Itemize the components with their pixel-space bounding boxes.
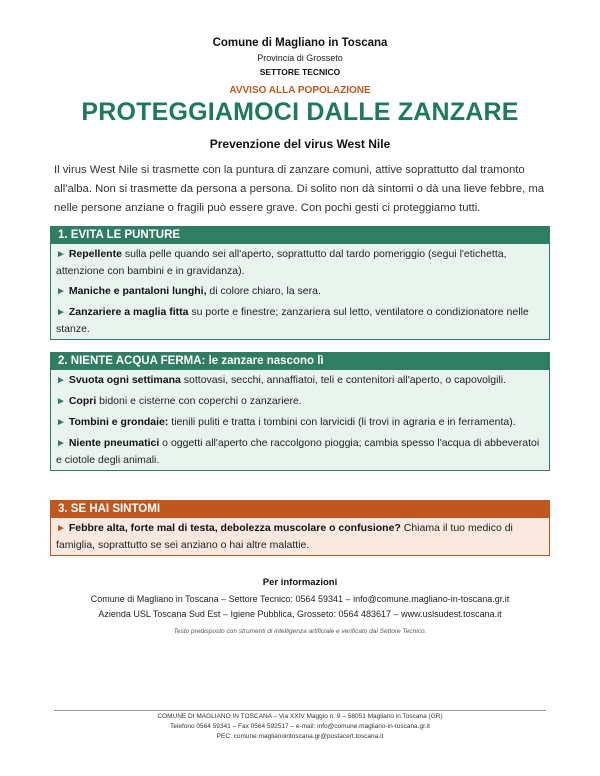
arrow-icon: ► — [56, 438, 66, 449]
section-heading: 2. NIENTE ACQUA FERMA: le zanzare nascono lì — [51, 353, 549, 370]
footer-pec: PEC: comune.maglianointoscana.gr@postacert.toscana.it — [216, 733, 384, 740]
item-text: di colore chiaro, la sera. — [206, 285, 321, 297]
item-text: sulla pelle quando sei all'aperto, soprattutto dal tardo pomeriggio (segui l'etichetta, attenzione con bambini e in gravidanza). — [56, 248, 507, 277]
item-bold: Febbre alta, forte mal di testa, debolezza muscolare o confusione? — [68, 522, 401, 534]
provincia-name: Provincia di Grosseto — [257, 53, 343, 63]
arrow-icon: ► — [56, 417, 66, 428]
item-bold: Zanzariere a maglia fitta — [68, 306, 189, 318]
list-item — [51, 433, 549, 470]
list-item — [51, 370, 549, 391]
info-contact-usl: Azienda USL Toscana Sud Est – Igiene Pubblica, Grosseto: 0564 483617 – www.uslsudest.toscana.it — [98, 609, 502, 619]
list-item — [51, 518, 549, 555]
list-item — [51, 244, 549, 281]
item-bold: Tombini e grondaie: — [68, 416, 169, 428]
info-title: Per informazioni — [262, 577, 338, 588]
item-text: sottovasi, secchi, annaffiatoi, teli e contenitori all'aperto, o capovolgili. — [180, 374, 507, 386]
section-sintomi — [50, 500, 550, 556]
item-bold: Niente pneumatici — [68, 437, 160, 449]
item-text: bidoni e cisterne con coperchi o zanzariere. — [96, 395, 302, 407]
item-text: o oggetti all'aperto che raccolgono pioggia; cambia spesso l'acqua di abbeveratoi e ciotole degli animali. — [56, 437, 540, 466]
list-item — [51, 391, 549, 412]
section-heading: 1. EVITA LE PUNTURE — [51, 227, 549, 244]
item-bold: Svuota ogni settimana — [68, 374, 181, 386]
footer-divider — [54, 710, 546, 711]
comune-name: Comune di Magliano in Toscana — [212, 37, 388, 49]
item-bold: Copri — [68, 395, 97, 407]
arrow-icon: ► — [56, 286, 66, 297]
info-contact-comune: Comune di Magliano in Toscana – Settore Tecnico: 0564 59341 – info@comune.magliano-in-toscana.gr.it — [90, 594, 510, 604]
page-subtitle: Prevenzione del virus West Nile — [209, 137, 391, 151]
section-evita-punture — [50, 226, 550, 340]
intro-paragraph: Il virus West Nile si trasmette con la puntura di zanzare comuni, attive soprattutto dal tramonto all'alba. Non si trasmette da persona a persona. Di solito non dà sintomi o dà una lieve febbre, ma nelle persone anziane o fragili può essere grave. Con pochi gesti ci proteggiamo tutti. — [54, 164, 545, 214]
arrow-icon: ► — [56, 375, 66, 386]
section-heading: 3. SE HAI SINTOMI — [51, 501, 549, 518]
arrow-icon: ► — [56, 307, 66, 318]
avviso-label: AVVISO ALLA POPOLAZIONE — [229, 85, 371, 96]
section-acqua-ferma — [50, 352, 550, 471]
footer-address: COMUNE DI MAGLIANO IN TOSCANA – Via XXIV Maggio n. 9 – 58051 Magliano in Toscana (GR) — [157, 713, 443, 720]
item-text: tienili puliti e tratta i tombini con larvicidi (li trovi in agraria e in ferramenta). — [168, 416, 516, 428]
list-item — [51, 412, 549, 433]
ai-disclaimer: Testo predisposto con strumenti di intelligenza artificiale e verificato dal Settore Tecnico. — [173, 628, 427, 635]
arrow-icon: ► — [56, 249, 66, 260]
list-item — [51, 302, 549, 339]
footer-phone: Telefono 0564 59341 – Fax 0564 592517 – e-mail: info@comune.magliano-in-toscana.gr.it — [170, 723, 430, 730]
arrow-icon: ► — [56, 396, 66, 407]
settore-name: SETTORE TECNICO — [259, 67, 341, 77]
item-bold: Maniche e pantaloni lunghi, — [68, 285, 207, 297]
page-title: PROTEGGIAMOCI DALLE ZANZARE — [81, 98, 519, 126]
arrow-icon: ► — [56, 523, 66, 534]
list-item — [51, 281, 549, 302]
item-text: Chiama il tuo medico di famiglia, soprattutto se sei anziano o hai altre malattie. — [56, 522, 513, 551]
item-bold: Repellente — [68, 248, 122, 260]
item-text: su porte e finestre; zanzariera sul letto, ventilatore o condizionatore nelle stanze. — [56, 306, 529, 335]
